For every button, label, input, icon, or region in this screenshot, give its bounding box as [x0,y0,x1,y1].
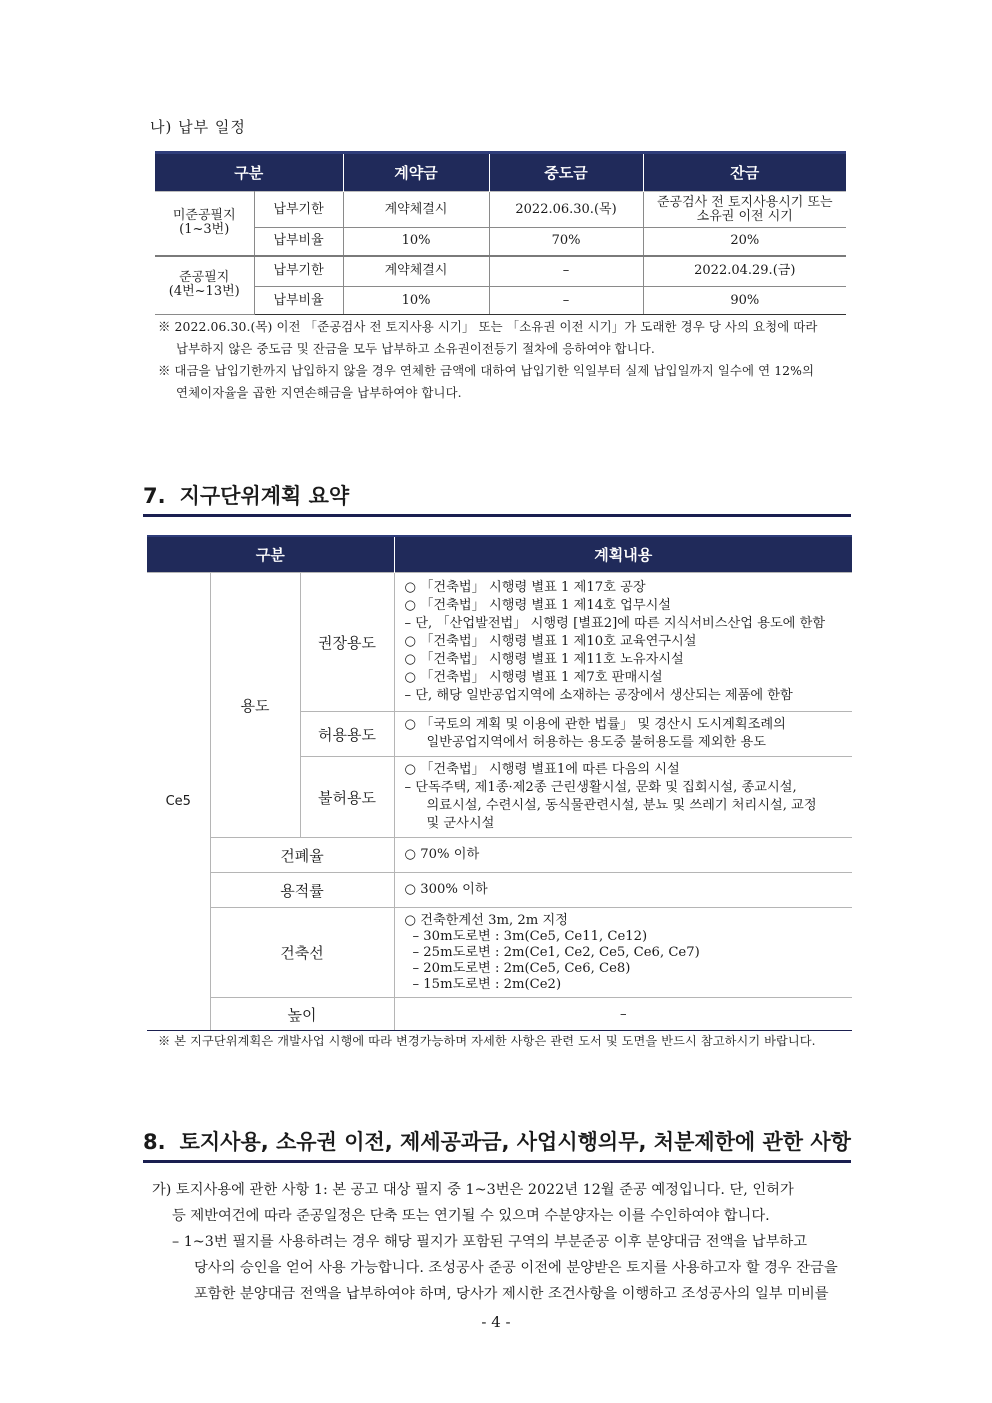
recommended-use-content [394,573,852,712]
content-line: ○ 「건축법」 시행령 별표 1 제14호 업무시설 [404,598,672,613]
row-label: 납부비율 [254,287,343,315]
balance-cell: 20% [643,228,846,256]
content-line: ○ 「건축법」 시행령 별표 1 제7호 판매시설 [404,670,663,685]
balance-line: 소유권 이전 시기 [696,208,793,224]
column-header: 계획내용 [394,536,852,573]
balance-cell: 2022.04.29.(금) [643,256,846,287]
table-header-row [155,153,846,192]
height-label: 높이 [210,998,394,1031]
section-number: 8. [143,1130,166,1154]
content-line: ○ 건축한계선 3m, 2m 지정 [404,912,568,928]
note-line: 연체이자율을 곱한 지연손해금을 납부하여야 합니다. [176,385,462,400]
deposit-cell: 계약체결시 [343,192,489,228]
balance-cell: 90% [643,287,846,315]
row-label: 납부비율 [254,228,343,256]
recommended-use-label: 권장용도 [300,573,394,712]
section-8-heading [143,1126,851,1163]
paragraph-line: 포함한 분양대금 전액을 납부하여야 하며, 당사가 제시한 조건사항을 이행하고 조성공사의 일부 미비를 [194,1286,829,1302]
content-line: – 25m도로변 : 2m(Ce1, Ce2, Ce5, Ce6, Ce7) [412,944,700,960]
payment-schedule-subheading: 나) 납부 일정 [150,118,246,136]
payment-schedule-table [155,151,846,315]
content-line: ○ 「건축법」 시행령 별표 1 제10호 교육연구시설 [404,634,697,649]
content-line: – 30m도로변 : 3m(Ce5, Ce11, Ce12) [412,928,648,944]
group-label [155,256,254,315]
paragraph-line: 등 제반여건에 따라 준공일정은 단축 또는 연기될 수 있으며 수분양자는 이를 수인하여야 합니다. [172,1208,770,1224]
table-row [155,287,846,315]
table-row [147,838,852,873]
content-line: – 단, 「산업발전법」 시행령 [별표2]에 따른 지식서비스산업 용도에 한함 [404,616,826,631]
district-code: Ce5 [147,573,210,1031]
deposit-cell: 10% [343,287,489,315]
district-plan-table [147,535,852,1031]
page-number: - 4 - [481,1313,511,1331]
prohibited-use-content [394,757,852,838]
paragraph-line: 당사의 승인을 얻어 사용 가능합니다. 조성공사 준공 이전에 분양받은 토지를 사용하고자 할 경우 잔금을 [194,1260,838,1276]
column-header: 중도금 [489,153,643,192]
table-row [155,256,846,287]
far-value: ○ 300% 이하 [394,873,852,908]
interim-cell: – [489,287,643,315]
group-range: (1~3번) [179,222,230,238]
coverage-label: 건폐율 [210,838,394,873]
section-title: 토지사용, 소유권 이전, 제세공과금, 사업시행의무, 처분제한에 관한 사항 [179,1130,851,1154]
table-row [147,873,852,908]
content-line: – 15m도로변 : 2m(Ce2) [412,976,562,992]
building-line-label: 건축선 [210,908,394,998]
section-number: 7. [143,484,166,508]
column-header: 구분 [155,153,343,192]
content-line: 및 군사시설 [426,816,495,831]
table-row [147,573,852,712]
content-line: – 단, 해당 일반공업지역에 소재하는 공장에서 생산되는 제품에 한함 [404,688,793,703]
balance-line: 준공검사 전 토지사용시기 또는 [656,194,833,210]
balance-cell [643,192,846,228]
building-line-content [394,908,852,998]
content-line: – 단독주택, 제1종·제2종 근린생활시설, 문화 및 집회시설, 종교시설, [404,780,797,795]
table-row [147,998,852,1031]
table-row [147,908,852,998]
far-label: 용적률 [210,873,394,908]
interim-cell: 70% [489,228,643,256]
height-value: – [394,998,852,1031]
coverage-value: ○ 70% 이하 [394,838,852,873]
plan-note: ※ 본 지구단위계획은 개발사업 시행에 따라 변경가능하며 자세한 사항은 관련 도서 및 도면을 반드시 참고하시기 바랍니다. [158,1034,816,1048]
row-label: 납부기한 [254,192,343,228]
row-label: 납부기한 [254,256,343,287]
payment-notes [158,316,858,404]
use-label: 용도 [210,573,300,838]
group-name: 준공필지 [179,270,230,286]
content-line: ○ 「국토의 계획 및 이용에 관한 법률」 및 경산시 도시계획조례의 [404,717,786,732]
column-header: 계약금 [343,153,489,192]
section-8-paragraph [152,1177,857,1307]
group-range: (4번~13번) [168,284,240,300]
permitted-use-label: 허용용도 [300,712,394,757]
paragraph-line: – 1~3번 필지를 사용하려는 경우 해당 필지가 포함된 구역의 부분준공 이후 분양대금 전액을 납부하고 [172,1234,808,1250]
column-header: 구분 [147,536,394,573]
interim-cell: 2022.06.30.(목) [489,192,643,228]
content-line: ○ 「건축법」 시행령 별표 1 제11호 노유자시설 [404,652,684,667]
content-line: ○ 「건축법」 시행령 별표1에 따른 다음의 시설 [404,762,680,777]
group-label [155,192,254,256]
note-line: ※ 대금을 납입기한까지 납입하지 않을 경우 연체한 금액에 대하여 납입기한 익일부터 실제 납입일까지 일수에 연 12%의 [158,363,815,378]
section-title: 지구단위계획 요약 [179,484,350,508]
content-line: ○ 「건축법」 시행령 별표 1 제17호 공장 [404,580,646,595]
table-header-row [147,536,852,573]
note-line: 납부하지 않은 중도금 및 잔금을 모두 납부하고 소유권이전등기 절차에 응하여야 합니다. [176,341,655,356]
paragraph-line: 가) 토지사용에 관한 사항 1: 본 공고 대상 필지 중 1~3번은 2022년 12월 준공 예정입니다. 단, 인허가 [152,1182,794,1198]
section-7-heading [143,480,851,517]
table-row [155,228,846,256]
note-line: ※ 2022.06.30.(목) 이전 「준공검사 전 토지사용 시기」 또는 「소유권 이전 시기」가 도래한 경우 당 사의 요청에 따라 [158,319,818,334]
table-row [155,192,846,228]
content-line: – 20m도로변 : 2m(Ce5, Ce6, Ce8) [412,960,631,976]
content-line: 일반공업지역에서 허용하는 용도중 불허용도를 제외한 용도 [426,735,766,750]
prohibited-use-label: 불허용도 [300,757,394,838]
group-name: 미준공필지 [172,208,236,224]
column-header: 잔금 [643,153,846,192]
deposit-cell: 10% [343,228,489,256]
interim-cell: – [489,256,643,287]
permitted-use-content [394,712,852,757]
content-line: 의료시설, 수련시설, 동식물관련시설, 분뇨 및 쓰레기 처리시설, 교정 [426,798,817,813]
deposit-cell: 계약체결시 [343,256,489,287]
